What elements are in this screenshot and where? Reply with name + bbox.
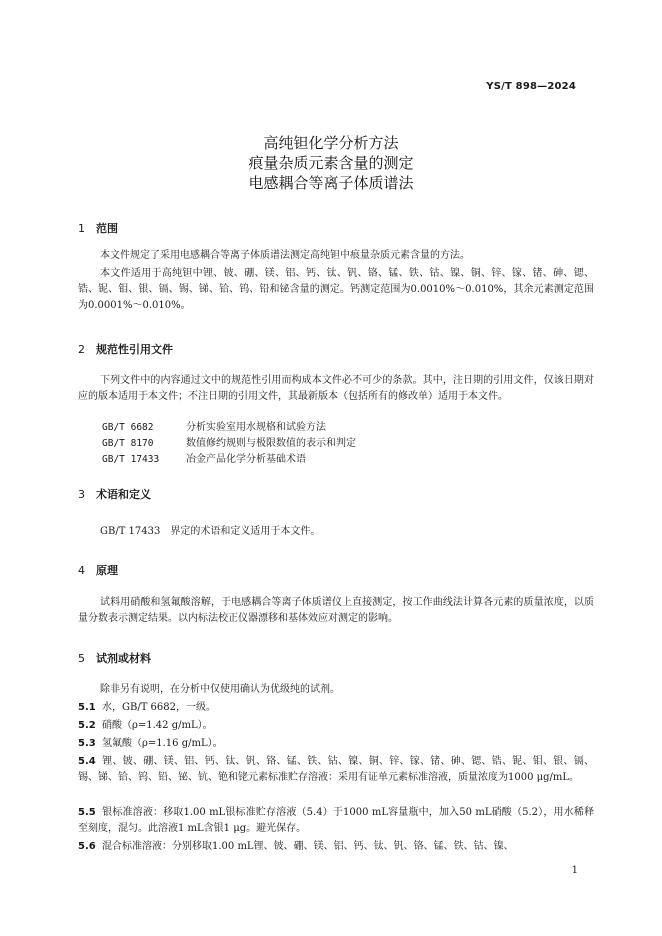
section-1-para-2: 本文件适用于高纯钽中锂、铍、硼、镁、铝、钙、钛、钒、铬、锰、铁、钴、镍、铜、锌、镓、锗、砷、锶、锆、铌、钼、银、镉、锡、锑、铪、钨、铅和铋含量的测定。钙测定范围为0.0010%～0.010%，其余元素测定范围为0.0001%～0.010%。: [78, 268, 594, 311]
reagent-item: 5.2 硝酸（ρ=1.42 g/mL）。: [78, 720, 213, 731]
section-2-para-1: 下列文件中的内容通过文中的规范性引用而构成本文件必不可少的条款。其中，注日期的引用文件，仅该日期对应的版本适用于本文件；不注日期的引用文件，其最新版本（包括所有的修改单）适用于本文件。: [78, 375, 594, 402]
section-4-heading: 4 原理: [78, 564, 118, 577]
page-number: 1: [571, 865, 578, 876]
title-line-2: 痕量杂质元素含量的测定: [248, 154, 414, 172]
section-1-para-1: 本文件规定了采用电感耦合等离子体质谱法测定高纯钽中痕量杂质元素含量的方法。: [100, 250, 470, 261]
reference-item: GB/T 6682 分析实验室用水规格和试验方法: [102, 422, 326, 433]
section-4-para-1: 试料用硝酸和氢氟酸溶解，于电感耦合等离子体质谱仪上直接测定，按工作曲线法计算各元素的质量浓度，以质量分数表示测定结果。以内标法校正仪器漂移和基体效应对测定的影响。: [78, 597, 594, 624]
reagent-item: 5.3 氢氟酸（ρ=1.16 g/mL）。: [78, 738, 223, 749]
reference-item: GB/T 8170 数值修约规则与极限数值的表示和判定: [102, 438, 356, 449]
title-line-3: 电感耦合等离子体质谱法: [248, 174, 414, 192]
section-2-heading: 2 规范性引用文件: [78, 343, 173, 356]
reagent-item: 5.1 水，GB/T 6682，一级。: [78, 702, 217, 713]
reagent-item: 5.6 混合标准溶液：分别移取1.00 mL锂、铍、硼、镁、铝、钙、钛、钒、铬、锰、铁、钴、镍、: [78, 841, 514, 852]
section-5-heading: 5 试剂或材料: [78, 652, 151, 665]
reference-item: GB/T 17433 冶金产品化学分析基础术语: [102, 454, 306, 465]
section-1-heading: 1 范围: [78, 222, 118, 235]
section-3-heading: 3 术语和定义: [78, 488, 151, 501]
reagent-item: 5.5 银标准溶液：移取1.00 mL银标准贮存溶液（5.4）于1000 mL容量瓶中，加入50 mL硝酸（5.2），用水稀释至刻度，混匀。此溶液1 mL含银1 μg。避光保存。: [78, 807, 594, 834]
title-line-1: 高纯钽化学分析方法: [263, 134, 399, 152]
document-title: [0, 133, 662, 193]
reagent-item: 5.4 锂、铍、硼、镁、铝、钙、钛、钒、铬、锰、铁、钴、镍、铜、锌、镓、锗、砷、锶、锆、铌、钼、银、镉、锡、锑、铪、钨、铅、铋、钪、铯和铑元素标准贮存溶液：采用有证单元素标准溶液，质量浓度为1000 μg/mL。: [78, 756, 594, 783]
section-5-para-1: 除非另有说明，在分析中仅使用确认为优级纯的试剂。: [100, 684, 340, 695]
standard-code: YS/T 898—2024: [486, 81, 576, 92]
section-3-para-1: GB/T 17433 界定的术语和定义适用于本文件。: [100, 526, 321, 537]
